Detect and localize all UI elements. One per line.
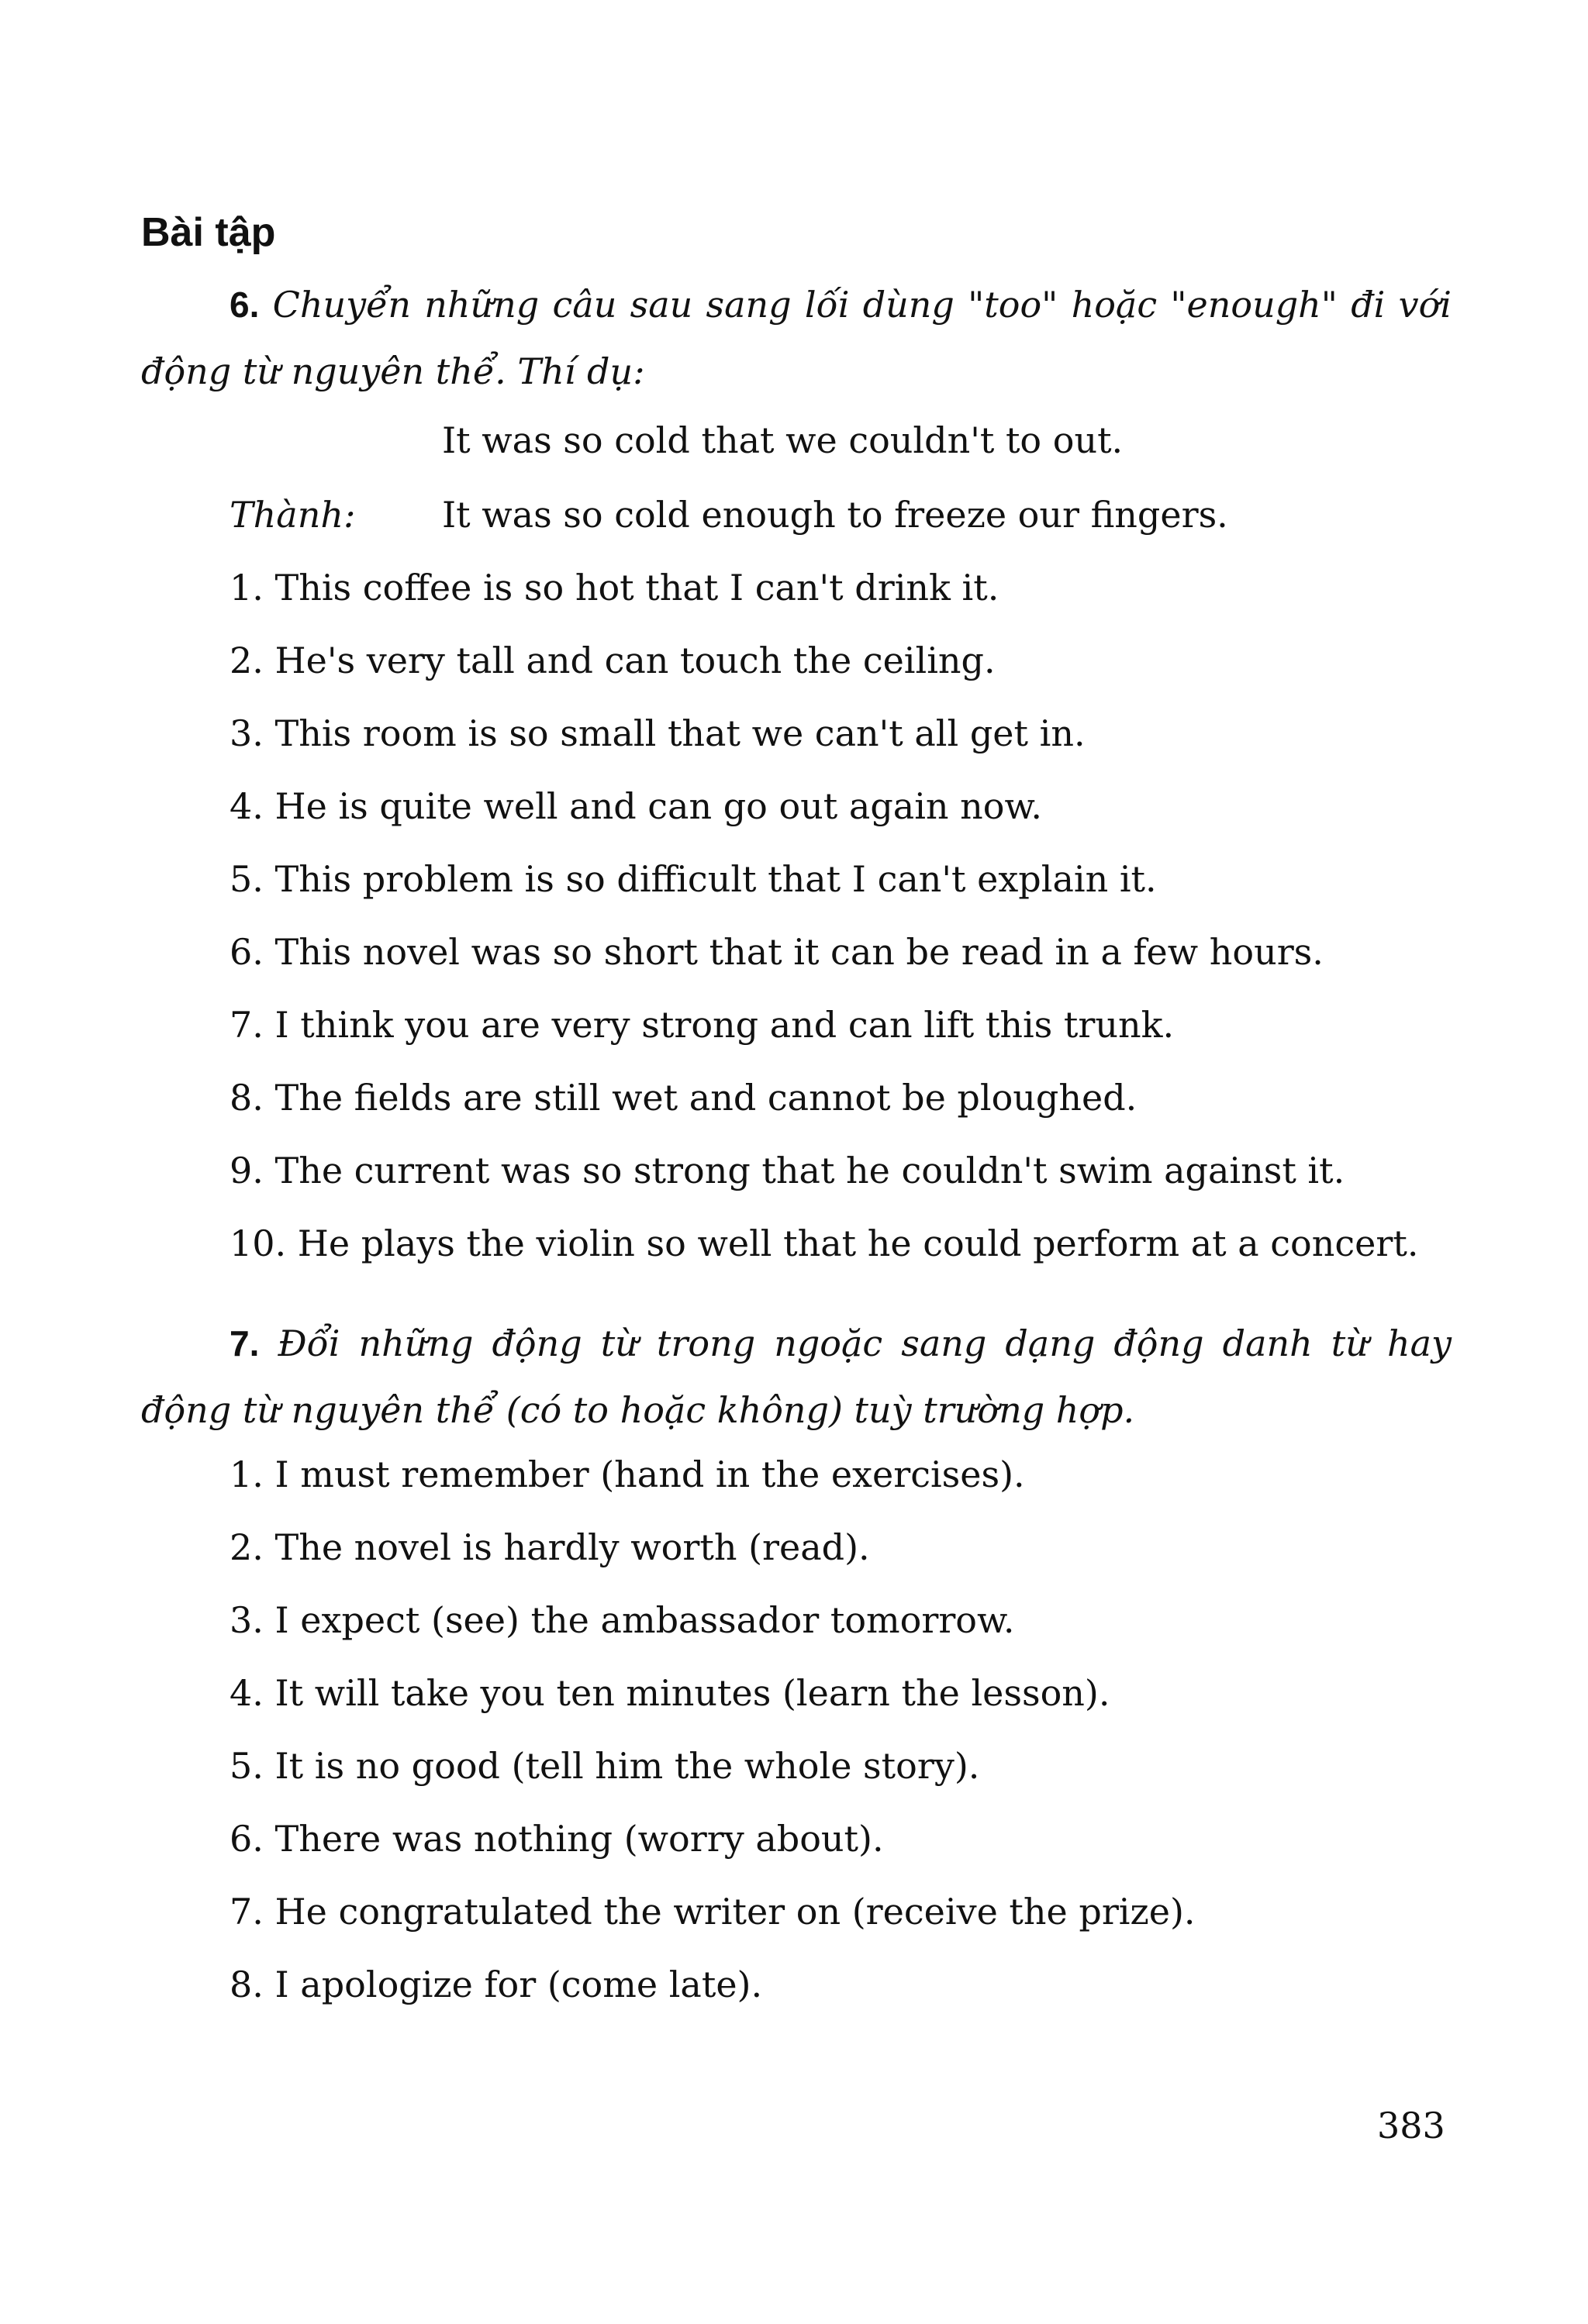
exercise-7-item: 4. It will take you ten minutes (learn the lesson). (230, 1672, 1110, 1714)
exercise-6-number: 6. (230, 284, 260, 325)
exercise-7-instruction (141, 1310, 1452, 1443)
exercise-7-number: 7. (230, 1323, 260, 1364)
exercise-7-item: 2. The novel is hardly worth (read). (230, 1526, 870, 1568)
example-sentence: It was so cold that we couldn't to out. (442, 419, 1124, 461)
exercise-6-item: 5. This problem is so difficult that I can't explain it. (230, 858, 1157, 900)
page-number: 383 (1377, 2105, 1445, 2146)
exercise-7-item: 5. It is no good (tell him the whole story). (230, 1745, 980, 1787)
exercise-6-instruction-text: Chuyển những câu sau sang lối dùng "too" hoặc "enough" đi với động từ nguyên thể. Thí dụ: (141, 284, 1452, 392)
exercise-6-instruction (141, 271, 1452, 405)
exercise-6-item: 8. The fields are still wet and cannot be ploughed. (230, 1077, 1137, 1119)
exercise-6-item: 6. This novel was so short that it can be read in a few hours. (230, 931, 1324, 973)
exercise-7-instruction-text: Đổi những động từ trong ngoặc sang dạng động danh từ hay động từ nguyên thể (có to hoặc không) tuỳ trường hợp. (141, 1322, 1452, 1431)
exercise-7-item: 3. I expect (see) the ambassador tomorrow. (230, 1599, 1015, 1641)
section-heading: Bài tập (141, 210, 276, 255)
result-sentence: It was so cold enough to freeze our fingers. (442, 494, 1228, 536)
exercise-6-item: 7. I think you are very strong and can lift this trunk. (230, 1004, 1175, 1046)
exercise-7-item: 1. I must remember (hand in the exercises). (230, 1453, 1025, 1495)
exercise-6-item: 2. He's very tall and can touch the ceiling. (230, 640, 996, 681)
exercise-6-item: 10. He plays the violin so well that he could perform at a concert. (230, 1222, 1419, 1264)
result-label: Thành: (230, 494, 356, 536)
exercise-6-item: 3. This room is so small that we can't all get in. (230, 712, 1086, 754)
exercise-7-item: 8. I apologize for (come late). (230, 1964, 763, 2005)
exercise-6-item: 4. He is quite well and can go out again now. (230, 785, 1043, 827)
exercise-7-item: 6. There was nothing (worry about). (230, 1818, 884, 1860)
exercise-6-item: 9. The current was so strong that he couldn't swim against it. (230, 1150, 1345, 1191)
exercise-7-item: 7. He congratulated the writer on (receive the prize). (230, 1891, 1196, 1933)
exercise-6-item: 1. This coffee is so hot that I can't drink it. (230, 567, 999, 609)
